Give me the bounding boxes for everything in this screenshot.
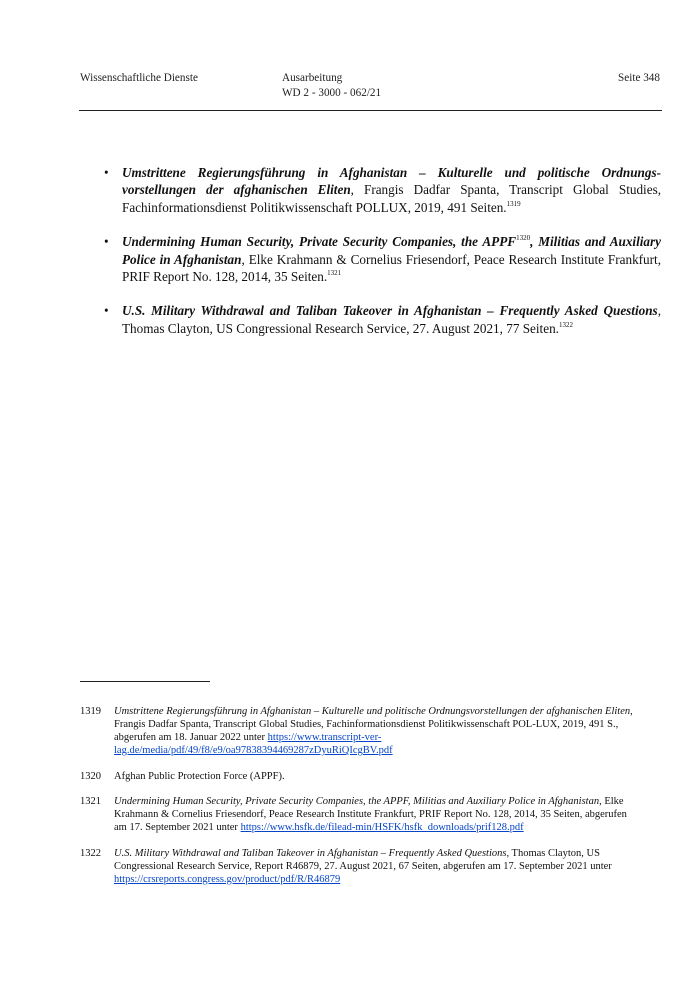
footnote-ref[interactable]: 1319: [506, 199, 521, 208]
footnote-link[interactable]: https://crsreports.congress.gov/product/pdf/R/R46879: [114, 873, 341, 885]
item-title: Umstrittene Regierungsführung in Afghanistan – Kulturelle und politische Ordnungs-vorstellungen der afghanischen Eliten: [122, 165, 661, 198]
footnote-link[interactable]: https://www.hsfk.de/filead-min/HSFK/hsfk_downloads/prif128.pdf: [240, 822, 524, 833]
footnote-number: 1322: [80, 847, 101, 859]
footnote: [80, 847, 640, 886]
footnote-ref[interactable]: 1322: [558, 320, 573, 329]
footnote: [80, 705, 640, 757]
footnotes: [80, 705, 640, 898]
footnote-text: Afghan Public Protection Force (APPF).: [114, 770, 285, 782]
list-item: [104, 164, 661, 216]
footnote-text: , Frangis Dadfar Spanta, Transcript Global Studies, Fachinformationsdienst Politikwissenschaft POL-LUX, 2019, 491 S., abgerufen am 18. Januar 2022 unter: [114, 706, 633, 743]
bullet-icon: •: [104, 234, 109, 250]
footnote-ref[interactable]: 1321: [327, 269, 342, 278]
footnote-number: 1319: [80, 706, 101, 717]
footnote-title: Undermining Human Security, Private Security Companies, the APPF, Militias and Auxiliary Police in Afghanistan: [114, 796, 600, 807]
header-doc-type: Ausarbeitung: [282, 72, 343, 84]
item-title: Undermining Human Security, Private Security Companies, the APPF: [122, 234, 517, 250]
item-details: , Thomas Clayton, US Congressional Research Service, 27. August 2021, 77 Seiten.: [122, 303, 661, 336]
bullet-icon: •: [104, 303, 109, 319]
footnote-text: , Elke Krahmann & Cornelius Friesendorf, Peace Research Institute Frankfurt, PRIF Report No. 128, 2014, 35 Seiten, abgerufen am 17. September 2021 unter: [114, 796, 627, 833]
source-list: [104, 164, 661, 354]
footnote-ref[interactable]: 1320: [516, 234, 531, 243]
footnote-divider: [80, 681, 210, 682]
footnote-text: , Thomas Clayton, US Congressional Research Service, Report R46879, 27. August 2021, 67 Seiten, abgerufen am 17. September 2021 unter: [114, 847, 612, 872]
item-details: , Frangis Dadfar Spanta, Transcript Global Studies, Fachinformationsdienst Politikwissenschaft POLLUX, 2019, 491 Seiten.: [122, 182, 661, 215]
list-item: [104, 233, 661, 285]
bullet-icon: •: [104, 165, 109, 180]
footnote: [80, 795, 640, 834]
footnote-title: Umstrittene Regierungsführung in Afghanistan – Kulturelle und politische Ordnungsvorstellungen der afghanischen Eliten: [114, 706, 631, 717]
item-title-continued: , Militias and Auxiliary Police in Afghanistan: [122, 234, 661, 267]
header-doc-number: WD 2 - 3000 - 062/21: [282, 87, 382, 99]
header-page-number: Seite 348: [618, 72, 660, 84]
footnote-link[interactable]: https://www.transcript-ver-lag.de/media/pdf/49/f8/e9/oa97838394469287zDyuRiQIcgBV.pdf: [114, 732, 393, 756]
header-institution: Wissenschaftliche Dienste: [80, 72, 198, 84]
footnote-title: U.S. Military Withdrawal and Taliban Takeover in Afghanistan – Frequently Asked Questions: [114, 847, 507, 859]
header-document-info: [282, 71, 381, 101]
item-title: U.S. Military Withdrawal and Taliban Takeover in Afghanistan – Frequently Asked Questions: [122, 303, 658, 319]
item-details: , Elke Krahmann & Cornelius Friesendorf, Peace Research Institute Frankfurt, PRIF Report No. 128, 2014, 35 Seiten.: [122, 251, 661, 285]
footnote-number: 1320: [80, 770, 101, 782]
footnote-number: 1321: [80, 796, 101, 807]
header-divider: [79, 110, 662, 111]
list-item: [104, 302, 661, 337]
footnote: [80, 770, 640, 783]
